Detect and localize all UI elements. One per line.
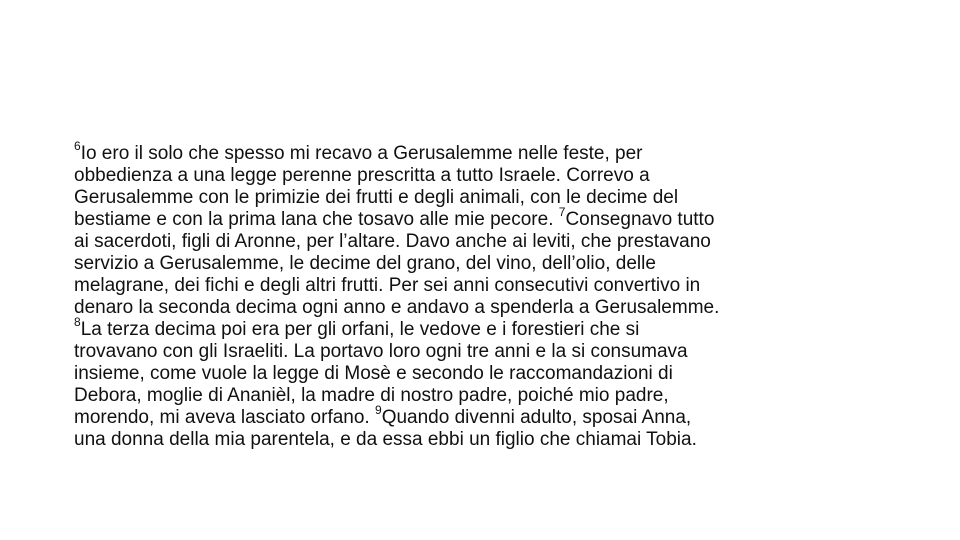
passage-line: ai sacerdoti, figli di Aronne, per l’altare. Davo anche ai leviti, che prestavano [74,231,711,252]
passage-line: denaro la seconda decima ogni anno e andavo a spenderla a Gerusalemme. [74,297,720,318]
passage-line: trovavano con gli Israeliti. La portavo loro ogni tre anni e la si consumava [74,341,688,362]
verse-number: 7 [558,204,566,219]
passage-line: insieme, come vuole la legge di Mosè e secondo le raccomandazioni di [74,363,673,384]
passage-line: una donna della mia parentela, e da essa ebbi un figlio che chiamai Tobia. [74,429,697,450]
passage-line: melagrane, dei fichi e degli altri frutti. Per sei anni consecutivi convertivo in [74,275,701,296]
passage-line: obbedienza a una legge perenne prescritta a tutto Israele. Correvo a [74,165,650,186]
passage-line: servizio a Gerusalemme, le decime del grano, del vino, dell’olio, delle [74,253,656,274]
verse-number: 9 [375,402,382,417]
verse-number: 8 [74,314,81,329]
passage-line: morendo, mi aveva lasciato orfano. $^9$Quando divenni adulto, sposai Anna, [74,402,692,428]
passage-line: $^8$La terza decima poi era per gli orfani, le vedove e i forestieri che si [74,314,640,340]
passage-line: Debora, moglie di Ananièl, la madre di nostro padre, poiché mio padre, [74,385,669,406]
scripture-passage [74,138,904,451]
passage-line: bestiame e con la prima lana che tosavo alle mie pecore. $^7$Consegnavo tutto [74,204,715,230]
passage-line: $^6$Io ero il solo che spesso mi recavo a Gerusalemme nelle feste, per [74,138,643,164]
passage-line: Gerusalemme con le primizie dei frutti e degli animali, con le decime del [74,187,679,208]
verse-number: 6 [74,138,81,153]
